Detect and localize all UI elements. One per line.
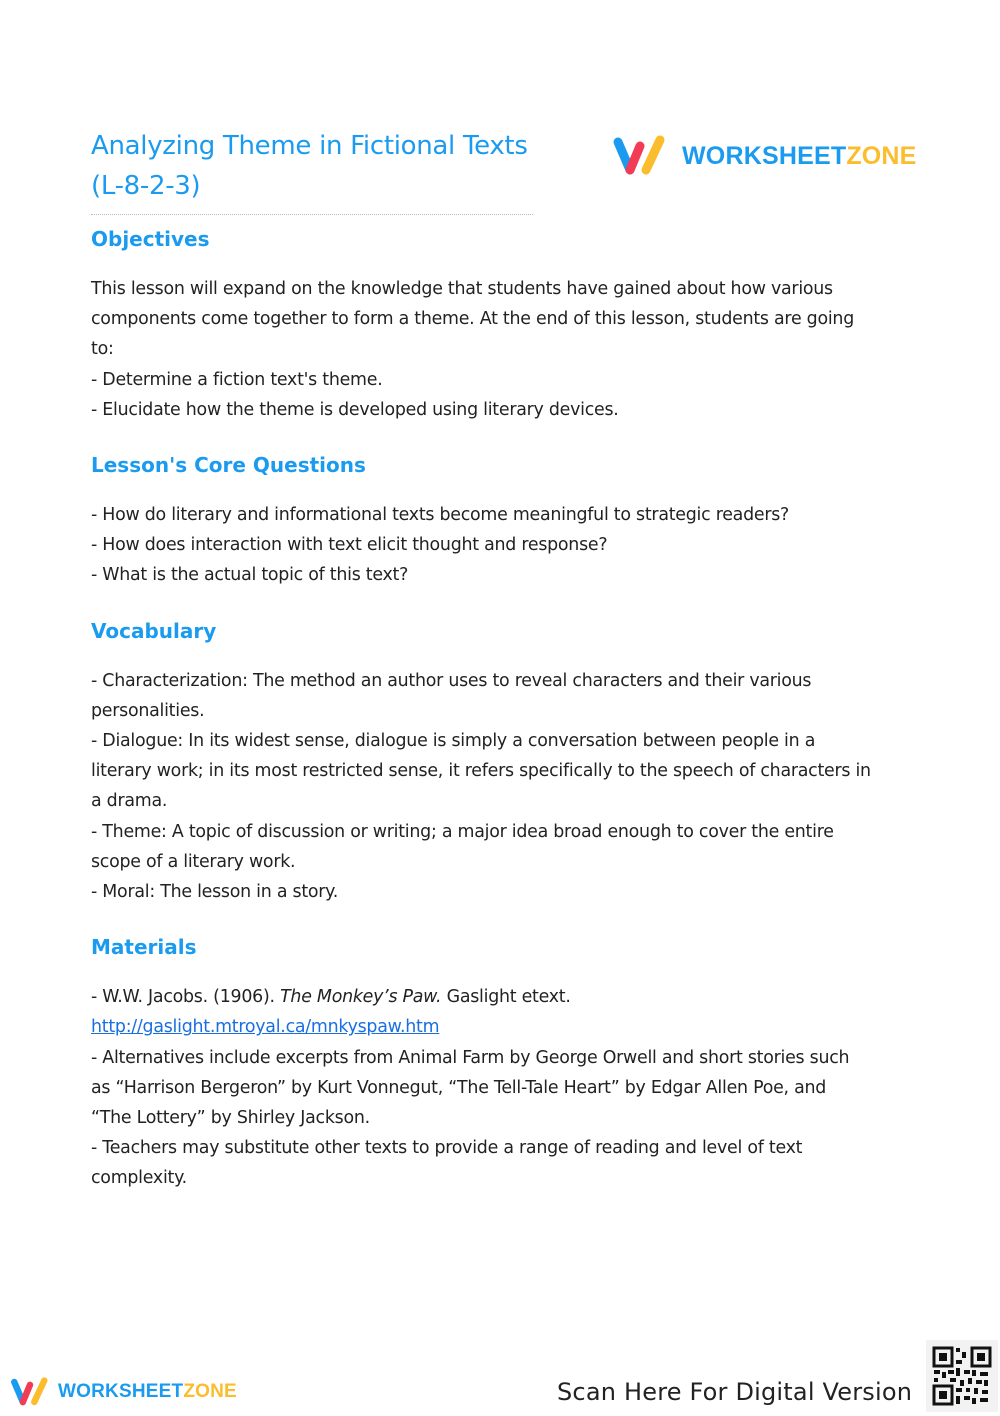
page-title xyxy=(91,126,533,215)
text-line: as “Harrison Bergeron” by Kurt Vonnegut, “The Tell-Tale Heart” by Edgar Allen Poe, and xyxy=(91,1077,827,1098)
text-line: to: xyxy=(91,339,114,360)
text-line: scope of a literary work. xyxy=(91,851,296,872)
worksheetzone-w-icon xyxy=(612,134,668,178)
footer-logo: WORKSHEETZONE xyxy=(10,1376,237,1408)
text-line: - Teachers may substitute other texts to provide a range of reading and level of text xyxy=(91,1138,803,1159)
text-line: personalities. xyxy=(91,700,205,721)
text-line: - Theme: A topic of discussion or writing; a major idea broad enough to cover the entire xyxy=(91,821,834,842)
text-line: - Dialogue: In its widest sense, dialogue is simply a conversation between people in a xyxy=(91,731,816,752)
text-line: components come together to form a theme. At the end of this lesson, students are going xyxy=(91,309,854,330)
section-heading: Objectives xyxy=(91,227,210,251)
text-line: literary work; in its most restricted sense, it refers specifically to the speech of characters in xyxy=(91,761,871,782)
text-line: - Alternatives include excerpts from Animal Farm by George Orwell and short stories such xyxy=(91,1047,850,1068)
text-line: - Moral: The lesson in a story. xyxy=(91,882,339,903)
title-line-1: Analyzing Theme in Fictional Texts xyxy=(91,131,528,161)
gaslight-link[interactable]: http://gaslight.mtroyal.ca/mnkyspaw.htm xyxy=(91,1017,440,1038)
text-line: a drama. xyxy=(91,791,168,812)
section-core-questions xyxy=(91,448,921,591)
list-item: - How do literary and informational texts become meaningful to strategic readers? xyxy=(91,505,790,526)
section-heading: Vocabulary xyxy=(91,618,217,643)
citation: - W.W. Jacobs. (1906). The Monkey’s Paw. Gaslight etext. xyxy=(91,987,571,1008)
section-heading: Lesson's Core Questions xyxy=(91,453,366,478)
title-line-2: (L-8-2-3) xyxy=(91,171,201,201)
section-vocabulary xyxy=(91,614,921,908)
section-objectives xyxy=(91,222,921,425)
list-item: - What is the actual topic of this text? xyxy=(91,565,409,586)
qr-code-icon[interactable] xyxy=(926,1340,998,1412)
section-heading: Materials xyxy=(91,935,197,960)
header-logo xyxy=(612,134,917,178)
list-item: - How does interaction with text elicit thought and response? xyxy=(91,535,608,556)
main-content xyxy=(91,222,921,1217)
list-item: - Elucidate how the theme is developed using literary devices. xyxy=(91,399,619,420)
logo-text: WORKSHEETZONE xyxy=(682,141,917,170)
section-materials xyxy=(91,930,921,1193)
book-title: The Monkey’s Paw. xyxy=(280,987,442,1008)
scan-text: Scan Here For Digital Version xyxy=(557,1378,913,1406)
text-line: complexity. xyxy=(91,1168,187,1189)
text-line: - Characterization: The method an author uses to reveal characters and their various xyxy=(91,670,812,691)
text-line: “The Lottery” by Shirley Jackson. xyxy=(91,1108,370,1129)
list-item: - Determine a fiction text's theme. xyxy=(91,369,383,390)
worksheetzone-w-icon xyxy=(10,1376,50,1408)
text-line: This lesson will expand on the knowledge that students have gained about how various xyxy=(91,279,833,299)
